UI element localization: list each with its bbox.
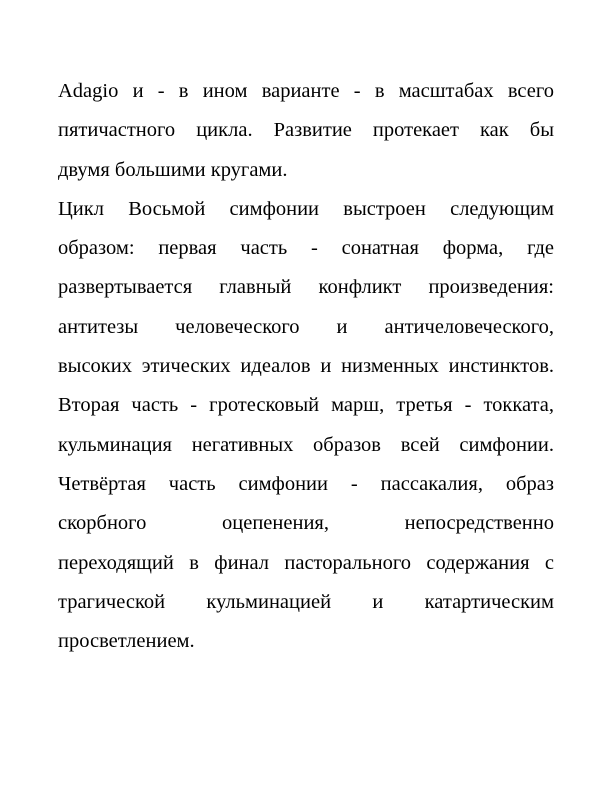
text-line-8: высоких этических идеалов и низменных инстинктов. [58,355,554,378]
text-line-12: скорбного оцепенения, непосредственно [58,512,554,535]
text-line-7: антитезы человеческого и античеловеческого, [58,315,554,338]
text-line-1: Adagio и - в ином варианте - в масштабах всего [58,80,554,102]
text-line-9: Вторая часть - гротесковый марш, третья - токката, [58,394,554,417]
text-line-11: Четвёртая часть симфонии - пассакалия, образ [58,472,554,495]
text-line-14: трагической кульминацией и катартическим [58,590,554,613]
text-line-15: просветлением. [58,630,195,653]
text-line-13: переходящий в финал пасторального содержания с [58,551,554,574]
text-line-3: двумя большими кругами. [58,158,288,181]
text-line-2: пятичастного цикла. Развитие протекает как бы [58,119,554,142]
text-line-6: развертывается главный конфликт произведения: [58,276,554,299]
text-line-4: Цикл Восьмой симфонии выстроен следующим [58,197,554,220]
body-text [58,72,554,661]
text-line-5: образом: первая часть - сонатная форма, где [58,237,554,260]
text-line-10: кульминация негативных образов всей симфонии. [58,433,554,456]
